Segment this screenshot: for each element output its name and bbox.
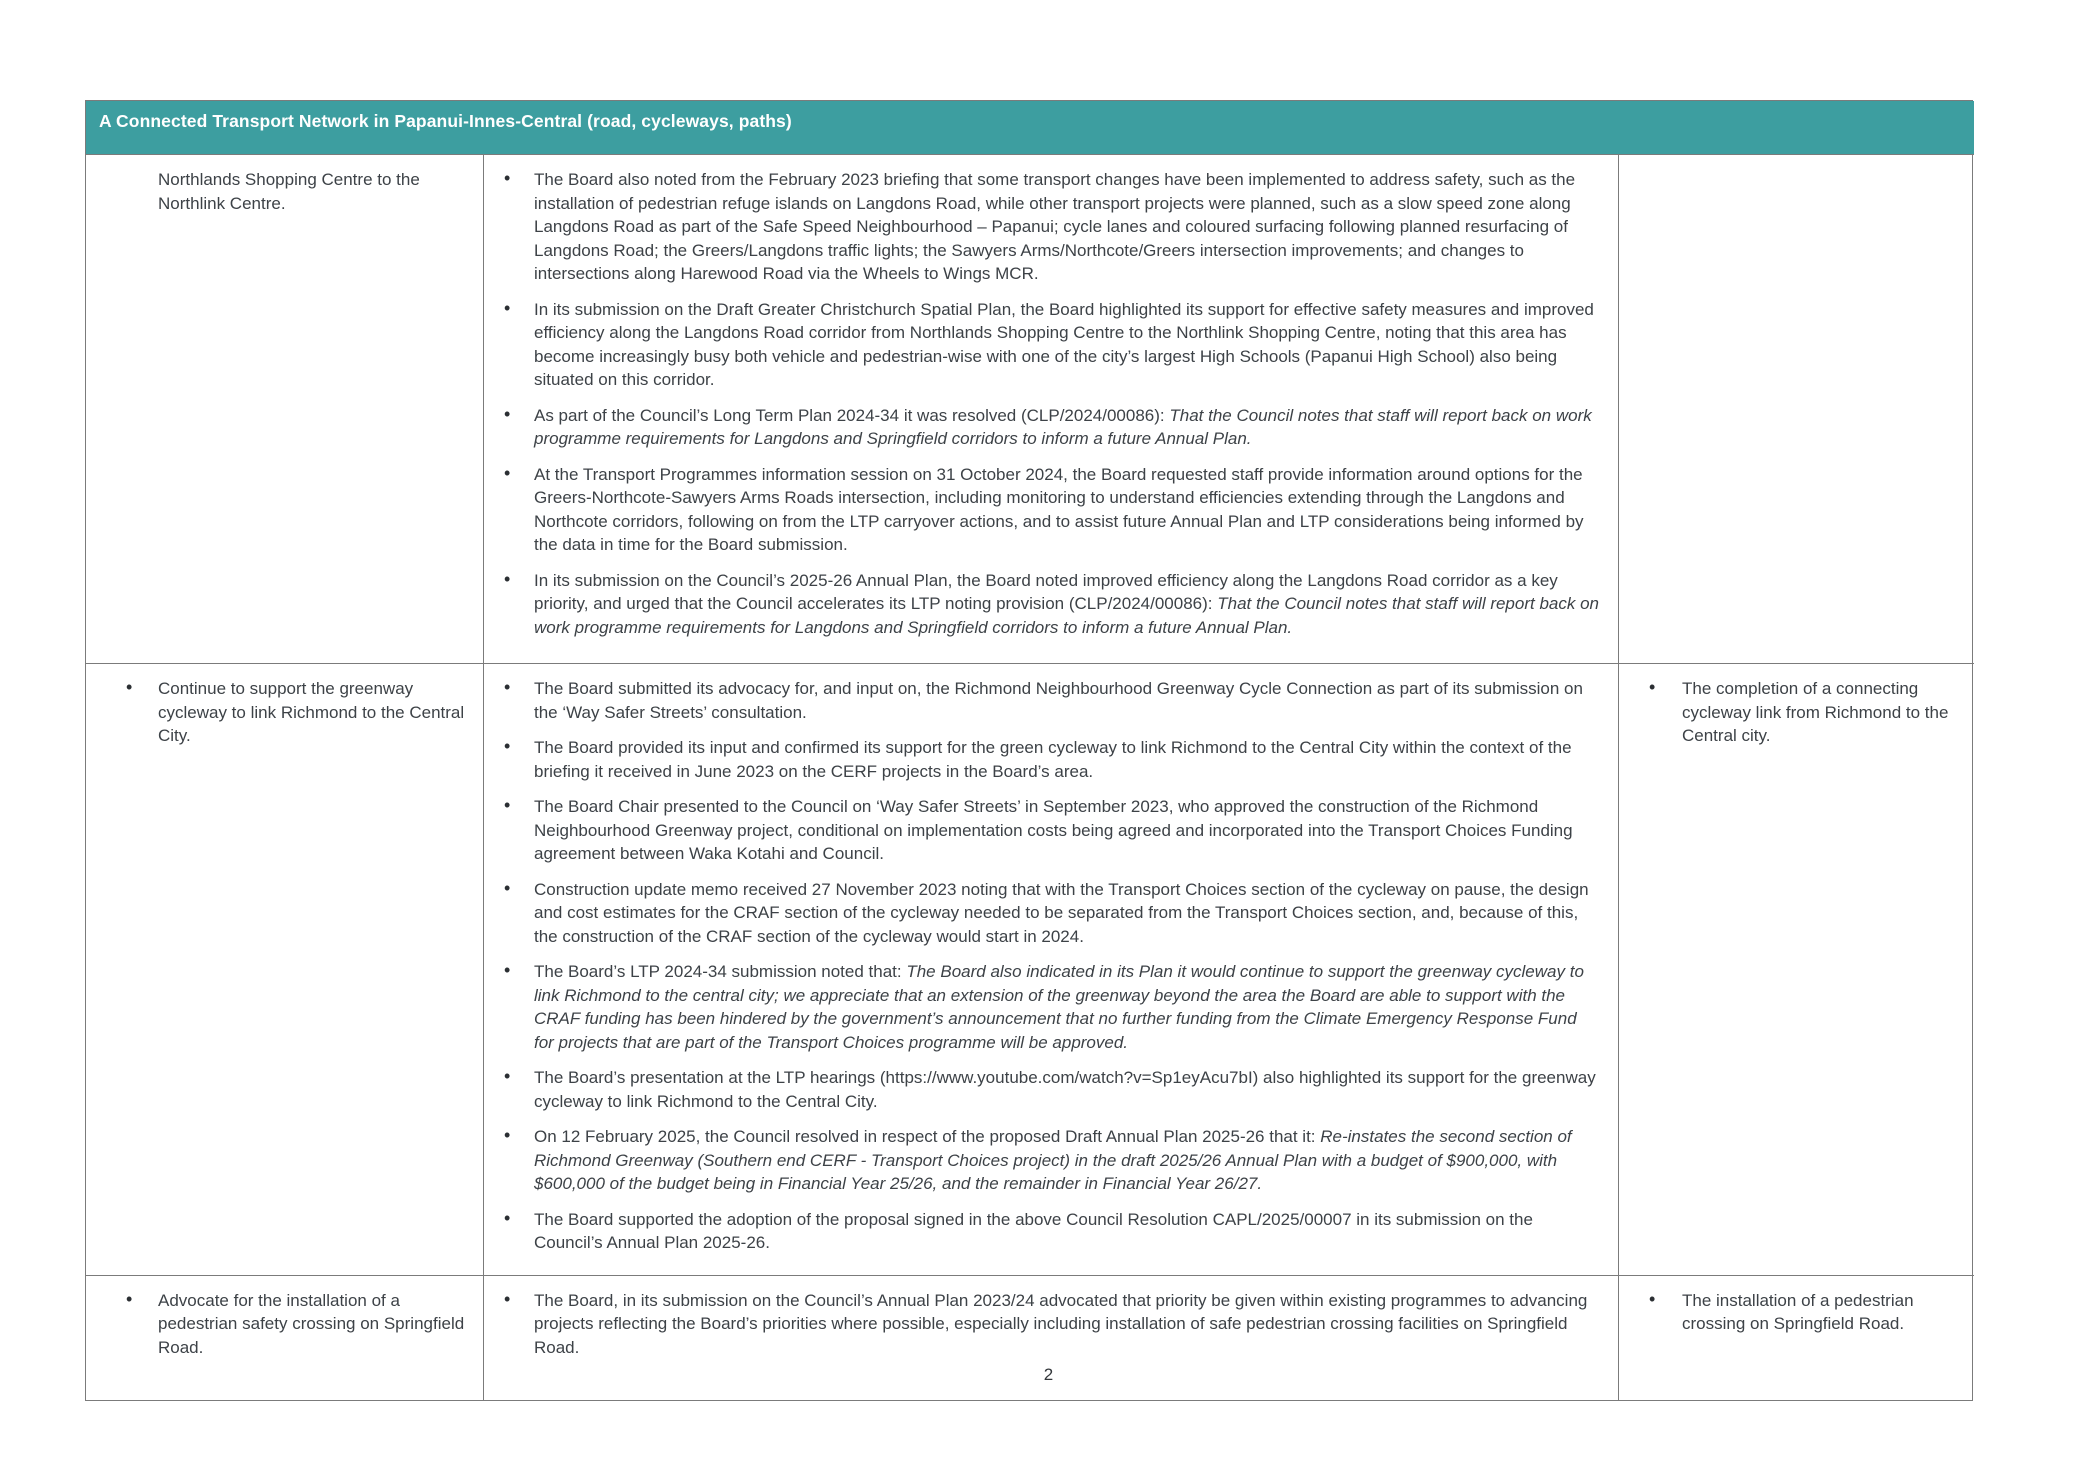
- bullet-item: • Advocate for the installation of a pedestrian safety crossing on Springfield Road.: [124, 1289, 469, 1360]
- bullet-item: • The Board provided its input and confirmed its support for the green cycleway to link Richmond to the Central City within the context of the briefing it received in June 2023 on the CERF projects in the Board’s area.: [502, 736, 1600, 783]
- outcome-cell: [1618, 154, 1974, 663]
- bullet-item: • The Board, in its submission on the Council’s Annual Plan 2023/24 advocated that priority be given within existing programmes to advancing projects reflecting the Board’s priorities where possible, especially including installation of safe pedestrian crossing facilities on Springfield Road.: [502, 1289, 1600, 1360]
- bullet-item: • In its submission on the Draft Greater Christchurch Spatial Plan, the Board highlighted its support for effective safety measures and improved efficiency along the Langdons Road corridor from Northlands Shopping Centre to the Northlink Shopping Centre, noting that this area has become increasingly busy both vehicle and pedestrian-wise with one of the city’s largest High Schools (Papanui High School) also being situated on this corridor.: [502, 298, 1600, 392]
- priority-cell: [86, 154, 483, 663]
- bullet-item: • Construction update memo received 27 November 2023 noting that with the Transport Choices section of the cycleway on pause, the design and cost estimates for the CRAF section of the cycleway needed to be separated from the Transport Choices section, and, because of this, the construction of the CRAF section of the cycleway would start in 2024.: [502, 878, 1600, 949]
- bullet-item: • The completion of a connecting cycleway link from Richmond to the Central city.: [1647, 677, 1960, 748]
- bullet-item: • The Board Chair presented to the Council on ‘Way Safer Streets’ in September 2023, who approved the construction of the Richmond Neighbourhood Greenway project, conditional on implementation costs being agreed and incorporated into the Transport Choices Funding agreement between Waka Kotahi and Council.: [502, 795, 1600, 866]
- bullet-item: • The Board also noted from the February 2023 briefing that some transport changes have been implemented to address safety, such as the installation of pedestrian refuge islands on Langdons Road, while other transport projects were planned, such as a slow speed zone along Langdons Road as part of the Safe Speed Neighbourhood – Papanui; cycle lanes and coloured surfacing following planned resurfacing of Langdons Road; the Greers/Langdons traffic lights; the Sawyers Arms/Northcote/Greers intersection improvements; and changes to intersections along Harewood Road via the Wheels to Wings MCR.: [502, 168, 1600, 286]
- bullet-item: • The Board supported the adoption of the proposal signed in the above Council Resolution CAPL/2025/00007 in its submission on the Council’s Annual Plan 2025-26.: [502, 1208, 1600, 1255]
- bullet-item: • At the Transport Programmes information session on 31 October 2024, the Board requested staff provide information around options for the Greers-Northcote-Sawyers Arms Roads intersection, including monitoring to understand efficiencies extending through the Langdons and Northcote corridors, following on from the LTP carryover actions, and to assist future Annual Plan and LTP considerations being informed by the data in time for the Board submission.: [502, 463, 1600, 557]
- outcome-cell: [1618, 663, 1974, 1275]
- progress-cell: [483, 154, 1618, 663]
- bullet-item: • In its submission on the Council’s 2025-26 Annual Plan, the Board noted improved efficiency along the Langdons Road corridor as a key priority, and urged that the Council accelerates its LTP noting provision (CLP/2024/00086): That the Council notes that staff will report back on work programme requirements for Langdons and Springfield corridors to inform a future Annual Plan.: [502, 569, 1600, 640]
- transport-network-table: [85, 100, 1973, 1401]
- bullet-item: • The Board submitted its advocacy for, and input on, the Richmond Neighbourhood Greenway Cycle Connection as part of its submission on the ‘Way Safer Streets’ consultation.: [502, 677, 1600, 724]
- priority-text-continuation: Northlands Shopping Centre to the Northlink Centre.: [158, 170, 420, 213]
- table-title: A Connected Transport Network in Papanui-Innes-Central (road, cycleways, paths): [99, 111, 792, 131]
- bullet-item: • On 12 February 2025, the Council resolved in respect of the proposed Draft Annual Plan 2025-26 that it: Re-instates the second section of Richmond Greenway (Southern end CERF - Transport Choices project) in the draft 2025/26 Annual Plan with a budget of $900,000, with $600,000 of the budget being in Financial Year 25/26, and the remainder in Financial Year 26/27.: [502, 1125, 1600, 1196]
- page-number: 2: [1043, 1365, 1054, 1384]
- bullet-item: • The Board’s presentation at the LTP hearings (https://www.youtube.com/watch?v=Sp1eyAcu7bI) also highlighted its support for the greenway cycleway to link Richmond to the Central City.: [502, 1066, 1600, 1113]
- priority-cell: [86, 663, 483, 1275]
- bullet-item: • The installation of a pedestrian crossing on Springfield Road.: [1647, 1289, 1960, 1336]
- bullet-item: • The Board’s LTP 2024-34 submission noted that: The Board also indicated in its Plan it would continue to support the greenway cycleway to link Richmond to the central city; we appreciate that an extension of the greenway beyond the area the Board are able to support with the CRAF funding has been hindered by the government’s announcement that no further funding from the Climate Emergency Response Fund for projects that are part of the Transport Choices programme will be approved.: [502, 960, 1600, 1054]
- bullet-item: • As part of the Council’s Long Term Plan 2024-34 it was resolved (CLP/2024/00086): That the Council notes that staff will report back on work programme requirements for Langdons and Springfield corridors to inform a future Annual Plan.: [502, 404, 1600, 451]
- progress-cell: [483, 663, 1618, 1275]
- table-title-bar: [86, 101, 1974, 154]
- bullet-item: • Continue to support the greenway cycleway to link Richmond to the Central City.: [124, 677, 469, 748]
